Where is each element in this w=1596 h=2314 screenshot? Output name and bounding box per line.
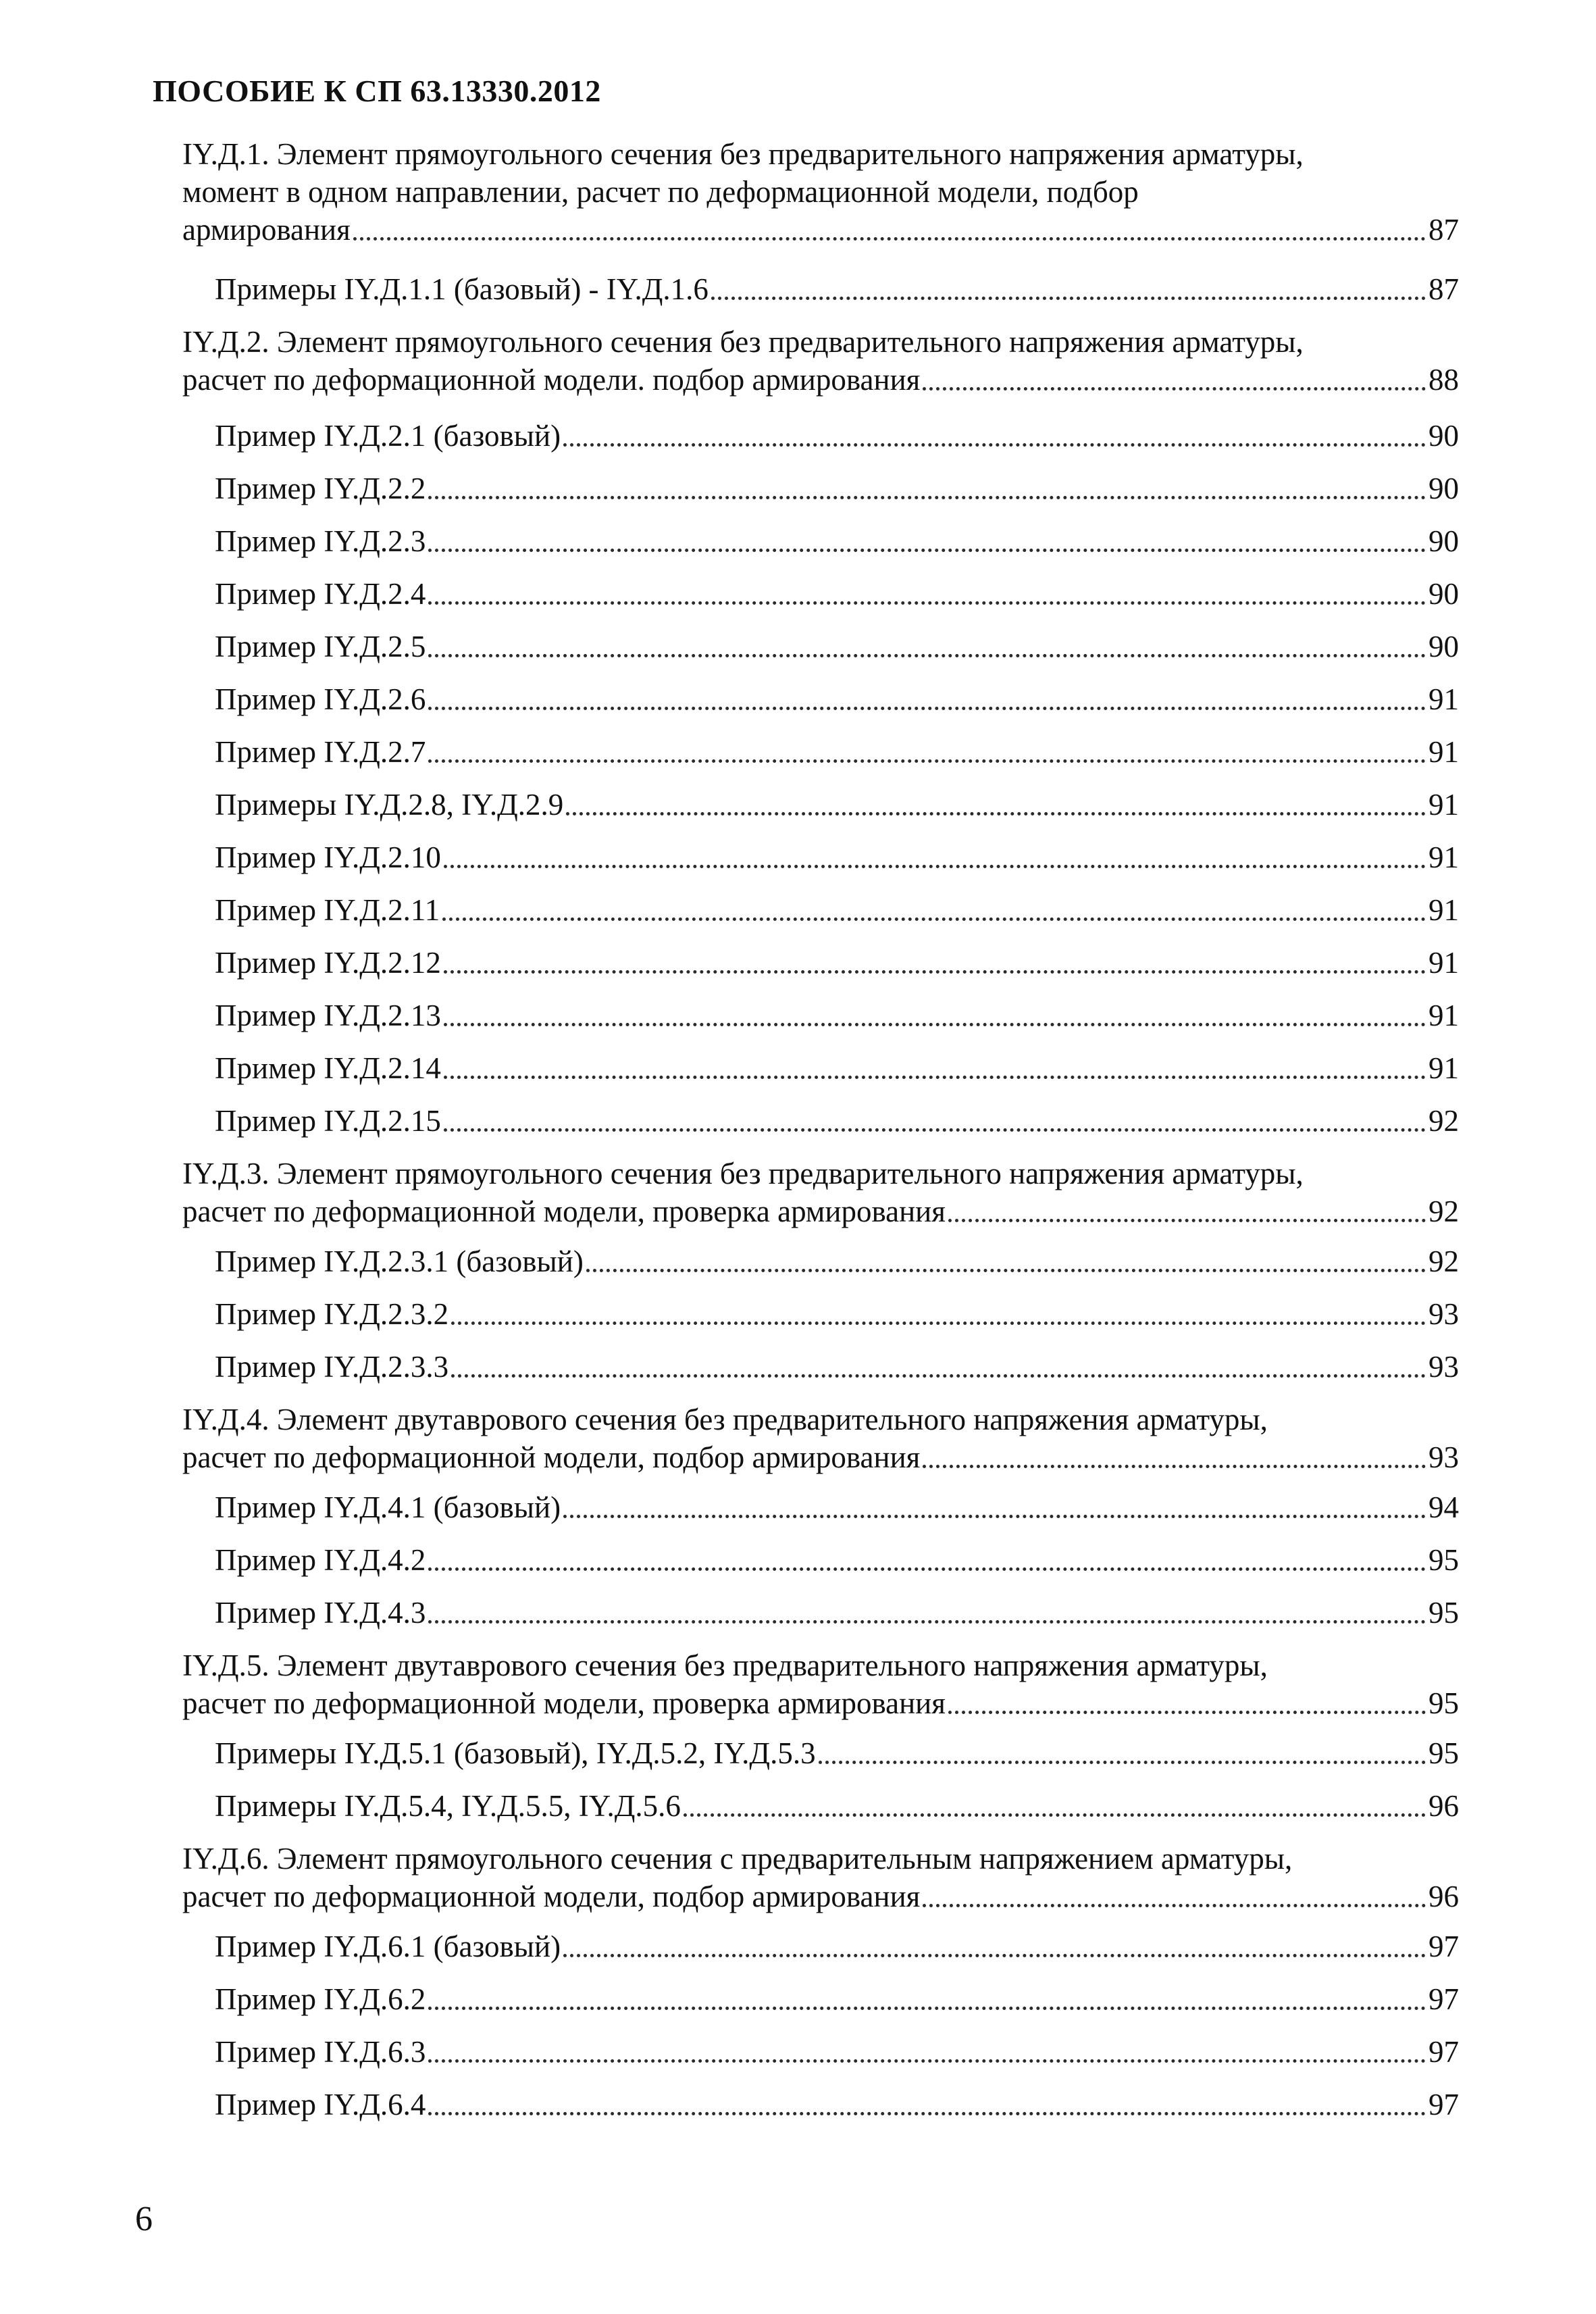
toc-entry-text: Примеры IY.Д.2.8, IY.Д.2.9 <box>215 788 564 822</box>
toc-example-entry <box>215 1541 1459 1579</box>
toc-page-number: 90 <box>1428 419 1459 453</box>
toc-example-entry <box>215 417 1459 455</box>
toc-example-entry <box>215 628 1459 665</box>
toc-entry-text: расчет по деформационной модели. подбор армирования <box>182 363 921 397</box>
toc-example-entry <box>215 997 1459 1034</box>
page-number: 6 <box>135 2200 153 2238</box>
dot-leader <box>428 2059 1426 2063</box>
toc-page-number: 96 <box>1428 1789 1459 1823</box>
dot-leader <box>428 1567 1426 1571</box>
toc-page-number: 97 <box>1428 1930 1459 1963</box>
dot-leader <box>442 917 1426 921</box>
toc-entry-text: Примеры IY.Д.5.1 (базовый), IY.Д.5.2, IY.Д.5.3 <box>215 1736 816 1770</box>
dot-leader <box>451 1322 1426 1325</box>
toc-page-number: 90 <box>1428 630 1459 663</box>
toc-example-entry <box>215 1980 1459 2018</box>
toc-page-number: 93 <box>1428 1350 1459 1384</box>
toc-example-entry <box>215 522 1459 560</box>
toc-example-entry <box>215 470 1459 507</box>
toc-entry-text: Пример IY.Д.6.4 <box>215 2088 426 2121</box>
toc-entry-text: Пример IY.Д.2.3.1 (базовый) <box>215 1244 584 1278</box>
toc-example-entry <box>215 1928 1459 1965</box>
toc-entry-text: IY.Д.6. Элемент прямоугольного сечения с предварительным напряжением арматуры, <box>182 1842 1293 1876</box>
toc-example-entry <box>215 1049 1459 1087</box>
dot-leader <box>819 1761 1426 1764</box>
toc-example-entry <box>215 1787 1459 1825</box>
dot-leader <box>428 759 1426 763</box>
toc-entry-text: Пример IY.Д.2.3 <box>215 524 426 558</box>
toc-page-number: 91 <box>1428 735 1459 769</box>
toc-entry-text: Пример IY.Д.2.12 <box>215 946 441 980</box>
toc-page-number: 88 <box>1428 363 1459 397</box>
dot-leader <box>444 1076 1426 1079</box>
dot-leader <box>923 387 1426 391</box>
toc-entry-text: Пример IY.Д.2.6 <box>215 682 426 716</box>
toc-example-entry <box>215 944 1459 982</box>
dot-leader <box>563 1954 1426 1957</box>
dot-leader <box>444 970 1426 974</box>
toc-entry-text: Пример IY.Д.2.3.3 <box>215 1350 449 1384</box>
toc-page-number: 90 <box>1428 524 1459 558</box>
toc-page-number: 87 <box>1428 213 1459 247</box>
dot-leader <box>428 496 1426 499</box>
toc-entry-text: Пример IY.Д.2.7 <box>215 735 426 769</box>
toc-example-entry <box>215 1242 1459 1280</box>
dot-leader <box>711 297 1426 300</box>
toc-section-entry <box>182 135 1459 249</box>
toc-page-number: 90 <box>1428 472 1459 505</box>
toc-page-number: 87 <box>1428 272 1459 306</box>
toc-example-entry <box>215 733 1459 771</box>
dot-leader <box>451 1374 1426 1378</box>
dot-leader <box>428 549 1426 552</box>
toc-entry-text: IY.Д.2. Элемент прямоугольного сечения без предварительного напряжения арматуры, <box>182 325 1304 359</box>
toc-entry-text: Примеры IY.Д.1.1 (базовый) - IY.Д.1.6 <box>215 272 709 306</box>
toc-entry-text: IY.Д.1. Элемент прямоугольного сечения без предварительного напряжения арматуры, <box>182 137 1304 171</box>
toc-entry-text: армирования <box>182 213 351 247</box>
toc-page-number: 91 <box>1428 788 1459 822</box>
toc-section-entry <box>182 1155 1459 1230</box>
toc-section-entry <box>182 323 1459 399</box>
toc-page-number: 95 <box>1428 1686 1459 1720</box>
toc-example-entry <box>215 2033 1459 2071</box>
toc-example-entry <box>215 838 1459 876</box>
toc-entry-text: Пример IY.Д.4.3 <box>215 1596 426 1630</box>
dot-leader <box>428 2007 1426 2010</box>
toc-example-entry <box>215 2086 1459 2123</box>
toc-entry-text: IY.Д.5. Элемент двутаврового сечения без предварительного напряжения арматуры, <box>182 1649 1268 1682</box>
toc-page-number: 92 <box>1428 1244 1459 1278</box>
toc-entry-text: расчет по деформационной модели, проверка армирования <box>182 1194 946 1228</box>
toc-page-number: 94 <box>1428 1490 1459 1524</box>
dot-leader <box>428 1620 1426 1624</box>
toc-example-entry <box>215 786 1459 824</box>
toc-page-number: 91 <box>1428 840 1459 874</box>
dot-leader <box>444 865 1426 868</box>
toc-page-number: 97 <box>1428 2088 1459 2121</box>
dot-leader <box>428 2112 1426 2115</box>
dot-leader <box>428 707 1426 710</box>
toc-entry-text: Пример IY.Д.2.14 <box>215 1051 441 1085</box>
toc-entry-text: Пример IY.Д.2.2 <box>215 472 426 505</box>
dot-leader <box>563 443 1426 447</box>
toc-entry-text: расчет по деформационной модели, подбор армирования <box>182 1880 921 1913</box>
toc-example-entry <box>215 1594 1459 1632</box>
toc-entry-text: Примеры IY.Д.5.4, IY.Д.5.5, IY.Д.5.6 <box>215 1789 681 1823</box>
dot-leader <box>444 1023 1426 1026</box>
toc-page-number: 95 <box>1428 1596 1459 1630</box>
toc-example-entry <box>215 1734 1459 1772</box>
toc-page-number: 93 <box>1428 1297 1459 1331</box>
toc-entry-text: Пример IY.Д.6.1 (базовый) <box>215 1930 561 1963</box>
dot-leader <box>684 1813 1426 1817</box>
toc-entry-text: IY.Д.3. Элемент прямоугольного сечения без предварительного напряжения арматуры, <box>182 1157 1304 1190</box>
toc-page-number: 91 <box>1428 1051 1459 1085</box>
toc-page-number: 90 <box>1428 577 1459 611</box>
toc-example-entry <box>215 1295 1459 1333</box>
dot-leader <box>353 237 1426 241</box>
dot-leader <box>586 1269 1426 1272</box>
toc-page-number: 92 <box>1428 1194 1459 1228</box>
toc-example-entry <box>215 1488 1459 1526</box>
toc-example-entry <box>215 891 1459 929</box>
toc-entry-text: Пример IY.Д.2.10 <box>215 840 441 874</box>
dot-leader <box>428 601 1426 605</box>
dot-leader <box>923 1904 1426 1907</box>
document-header: ПОСОБИЕ К СП 63.13330.2012 <box>153 74 601 108</box>
toc-entry-text: Пример IY.Д.2.13 <box>215 999 441 1032</box>
dot-leader <box>444 1128 1426 1132</box>
toc-example-entry <box>215 1102 1459 1140</box>
toc-entry-text: Пример IY.Д.2.11 <box>215 893 440 927</box>
toc-entry-text: Пример IY.Д.4.1 (базовый) <box>215 1490 561 1524</box>
dot-leader <box>428 654 1426 657</box>
toc-section-entry <box>182 1646 1459 1722</box>
toc-entry-text: Пример IY.Д.2.5 <box>215 630 426 663</box>
dot-leader <box>566 812 1426 815</box>
toc-entry-text: расчет по деформационной модели, подбор армирования <box>182 1440 921 1474</box>
toc-page-number: 91 <box>1428 999 1459 1032</box>
toc-page-number: 95 <box>1428 1736 1459 1770</box>
toc-page-number: 92 <box>1428 1104 1459 1138</box>
toc-example-entry <box>215 270 1459 308</box>
dot-leader <box>563 1515 1426 1518</box>
toc-entry-text: Пример IY.Д.2.4 <box>215 577 426 611</box>
toc-page-number: 91 <box>1428 893 1459 927</box>
dot-leader <box>923 1465 1426 1468</box>
toc-example-entry <box>215 575 1459 613</box>
toc-page-number: 93 <box>1428 1440 1459 1474</box>
dot-leader <box>948 1711 1426 1714</box>
toc-entry-text: Пример IY.Д.2.15 <box>215 1104 441 1138</box>
toc-entry-text: момент в одном направлении, расчет по деформационной модели, подбор <box>182 175 1139 209</box>
toc-page-number: 91 <box>1428 682 1459 716</box>
toc-section-entry <box>182 1840 1459 1915</box>
toc-page-number: 97 <box>1428 1982 1459 2016</box>
toc-page-number: 97 <box>1428 2035 1459 2069</box>
toc-entry-text: Пример IY.Д.2.1 (базовый) <box>215 419 561 453</box>
toc-entry-text: расчет по деформационной модели, проверка армирования <box>182 1686 946 1720</box>
toc-page-number: 96 <box>1428 1880 1459 1913</box>
toc-entry-text: Пример IY.Д.6.3 <box>215 2035 426 2069</box>
toc-entry-text: Пример IY.Д.2.3.2 <box>215 1297 449 1331</box>
toc-section-entry <box>182 1401 1459 1476</box>
toc-entry-text: IY.Д.4. Элемент двутаврового сечения без предварительного напряжения арматуры, <box>182 1403 1268 1436</box>
toc-entry-text: Пример IY.Д.6.2 <box>215 1982 426 2016</box>
toc-page-number: 95 <box>1428 1543 1459 1577</box>
toc-entry-text: Пример IY.Д.4.2 <box>215 1543 426 1577</box>
toc-example-entry <box>215 1348 1459 1386</box>
toc-example-entry <box>215 680 1459 718</box>
dot-leader <box>948 1219 1426 1222</box>
toc-page-number: 91 <box>1428 946 1459 980</box>
